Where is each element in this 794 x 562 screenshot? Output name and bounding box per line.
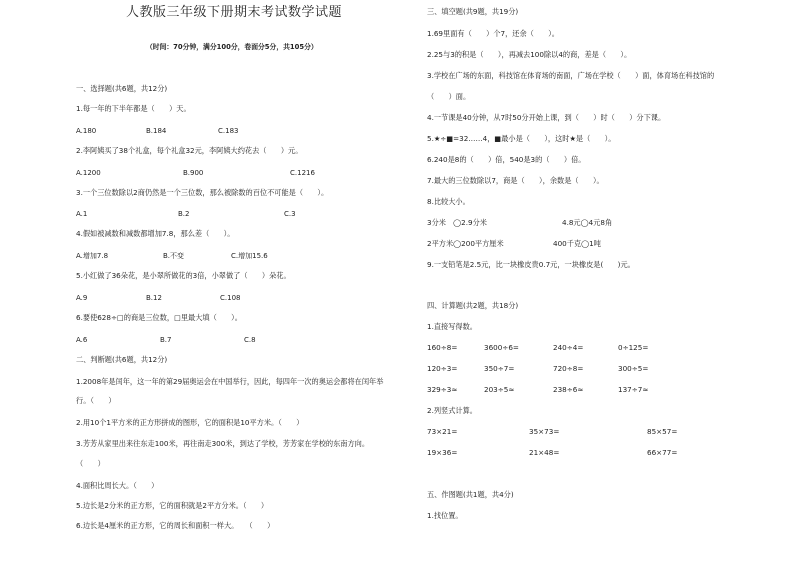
choice-q2-option-a[interactable]: A.1200 xyxy=(76,169,101,177)
section5-heading: 五、作图题(共1题，共4分) xyxy=(427,490,514,499)
oral-calc-item: 0÷125= xyxy=(618,343,649,352)
fill-q3: 3.学校在广场的东面，科技馆在体育场的南面，广场在学校（ ）面，体育场在科技馆的 xyxy=(427,71,715,80)
judge-q3-continued: （ ） xyxy=(76,459,105,468)
draw-q1: 1.找位置。 xyxy=(427,511,463,520)
oral-calc-item: 160÷8= xyxy=(427,343,458,352)
choice-q4: 4.假如被减数和减数都增加7.8，那么差（ ）。 xyxy=(76,229,235,238)
oral-calc-item: 300÷5= xyxy=(618,364,649,373)
choice-q2-option-b[interactable]: B.900 xyxy=(183,169,204,177)
choice-q3-option-b[interactable]: B.2 xyxy=(178,210,190,218)
fill-q4: 4.一节课是40分钟，从7时50分开始上课，到（ ）时（ ）分下课。 xyxy=(427,113,666,122)
fill-q8: 8.比较大小。 xyxy=(427,197,470,206)
oral-calc-item: 137÷7≈ xyxy=(618,385,649,394)
choice-q5-option-a[interactable]: A.9 xyxy=(76,294,88,302)
choice-q3-option-c[interactable]: C.3 xyxy=(284,210,296,218)
choice-q2-option-c[interactable]: C.1216 xyxy=(290,169,315,177)
oral-calc-item: 203÷5≈ xyxy=(484,385,515,394)
choice-q1-option-c[interactable]: C.183 xyxy=(218,127,239,135)
right-column xyxy=(420,0,794,562)
section3-heading: 三、填空题(共9题，共19分) xyxy=(427,7,519,16)
oral-calc-item: 240÷4= xyxy=(553,343,584,352)
judge-q1: 1.2008年是闰年，这一年的第29届奥运会在中国举行，因此，每四年一次的奥运会都将在闰年举 xyxy=(76,377,384,386)
choice-q5-option-b[interactable]: B.12 xyxy=(146,294,162,302)
choice-q3-option-a[interactable]: A.1 xyxy=(76,210,88,218)
fill-q1: 1.69里面有（ ）个7，还余（ ）。 xyxy=(427,29,559,38)
compare-item-3: 2平方米◯200平方厘米 xyxy=(427,239,504,248)
choice-q6-option-b[interactable]: B.7 xyxy=(160,336,172,344)
section2-heading: 二、判断题(共6题，共12分) xyxy=(76,355,168,364)
compare-item-2: 4.8元◯4元8角 xyxy=(562,218,613,227)
fill-q9: 9.一支铅笔是2.5元，比一块橡皮贵0.7元，一块橡皮是( )元。 xyxy=(427,260,635,269)
choice-q6-option-a[interactable]: A.6 xyxy=(76,336,88,344)
oral-calc-item: 329÷3≈ xyxy=(427,385,458,394)
section1-heading: 一、选择题(共6题，共12分) xyxy=(76,84,168,93)
compare-item-1: 3分米 ◯2.9分米 xyxy=(427,218,487,227)
calc-q1: 1.直接写得数。 xyxy=(427,322,477,331)
choice-q1-option-b[interactable]: B.184 xyxy=(146,127,167,135)
judge-q1-continued: 行。（ ） xyxy=(76,396,116,405)
exam-info: （时间：70分钟，满分100分，卷面分5分，共105分） xyxy=(146,43,318,51)
judge-q2: 2.用10个1平方米的正方形拼成的图形，它的面积是10平方米。（ ） xyxy=(76,418,304,427)
choice-q5-option-c[interactable]: C.108 xyxy=(220,294,241,302)
oral-calc-item: 3600÷6= xyxy=(484,343,519,352)
fill-q2: 2.25与3的积是（ ），再减去100除以4的商，差是（ ）。 xyxy=(427,50,632,59)
calc-q2: 2.列竖式计算。 xyxy=(427,406,477,415)
section4-heading: 四、计算题(共2题，共18分) xyxy=(427,301,519,310)
vertical-calc-item: 19×36= xyxy=(427,448,458,457)
judge-q3: 3.芳芳从家里出来往东走100米，再往南走300米，到达了学校，芳芳家在学校的东南方向。 xyxy=(76,439,370,448)
choice-q1-option-a[interactable]: A.180 xyxy=(76,127,97,135)
vertical-calc-item: 73×21= xyxy=(427,427,458,436)
choice-q6: 6.要使628÷□的商是三位数，□里最大填（ ）。 xyxy=(76,313,242,322)
oral-calc-item: 350÷7= xyxy=(484,364,515,373)
fill-q6: 6.240是8的（ ）倍，540是3的（ ）倍。 xyxy=(427,155,586,164)
judge-q4: 4.面积比周长大。（ ） xyxy=(76,481,159,490)
compare-item-4: 400千克◯1吨 xyxy=(553,239,601,248)
vertical-calc-item: 35×73= xyxy=(529,427,560,436)
fill-q7: 7.最大的三位数除以7，商是（ ），余数是（ ）。 xyxy=(427,176,604,185)
choice-q2: 2.李阿姨买了38个礼盒，每个礼盒32元，李阿姨大约花去（ ）元。 xyxy=(76,146,303,155)
choice-q4-option-c[interactable]: C.增加15.6 xyxy=(231,252,268,260)
judge-q6: 6.边长是4厘米的正方形，它的周长和面积一样大。 （ ） xyxy=(76,521,275,530)
judge-q5: 5.边长是2分米的正方形，它的面积就是2平方分米。（ ） xyxy=(76,501,269,510)
vertical-calc-item: 85×57= xyxy=(647,427,678,436)
choice-q3: 3.一个三位数除以2商仍然是一个三位数，那么被除数的百位不可能是（ ）。 xyxy=(76,188,329,197)
vertical-calc-item: 21×48= xyxy=(529,448,560,457)
choice-q6-option-c[interactable]: C.8 xyxy=(244,336,256,344)
fill-q3-continued: （ ）面。 xyxy=(427,92,471,101)
page-title: 人教版三年级下册期末考试数学试题 xyxy=(126,5,343,20)
choice-q4-option-a[interactable]: A.增加7.8 xyxy=(76,252,109,260)
oral-calc-item: 238÷6≈ xyxy=(553,385,584,394)
choice-q5: 5.小红做了36朵花，是小翠所做花的3倍，小翠做了（ ）朵花。 xyxy=(76,271,291,280)
oral-calc-item: 720÷8= xyxy=(553,364,584,373)
vertical-calc-item: 66×77= xyxy=(647,448,678,457)
oral-calc-item: 120÷3= xyxy=(427,364,458,373)
fill-q5: 5.★÷■=32……4，■最小是（ ），这时★是（ ）。 xyxy=(427,134,616,143)
choice-q1: 1.每一年的下半年都是（ ）天。 xyxy=(76,104,191,113)
choice-q4-option-b[interactable]: B.不变 xyxy=(163,252,185,260)
